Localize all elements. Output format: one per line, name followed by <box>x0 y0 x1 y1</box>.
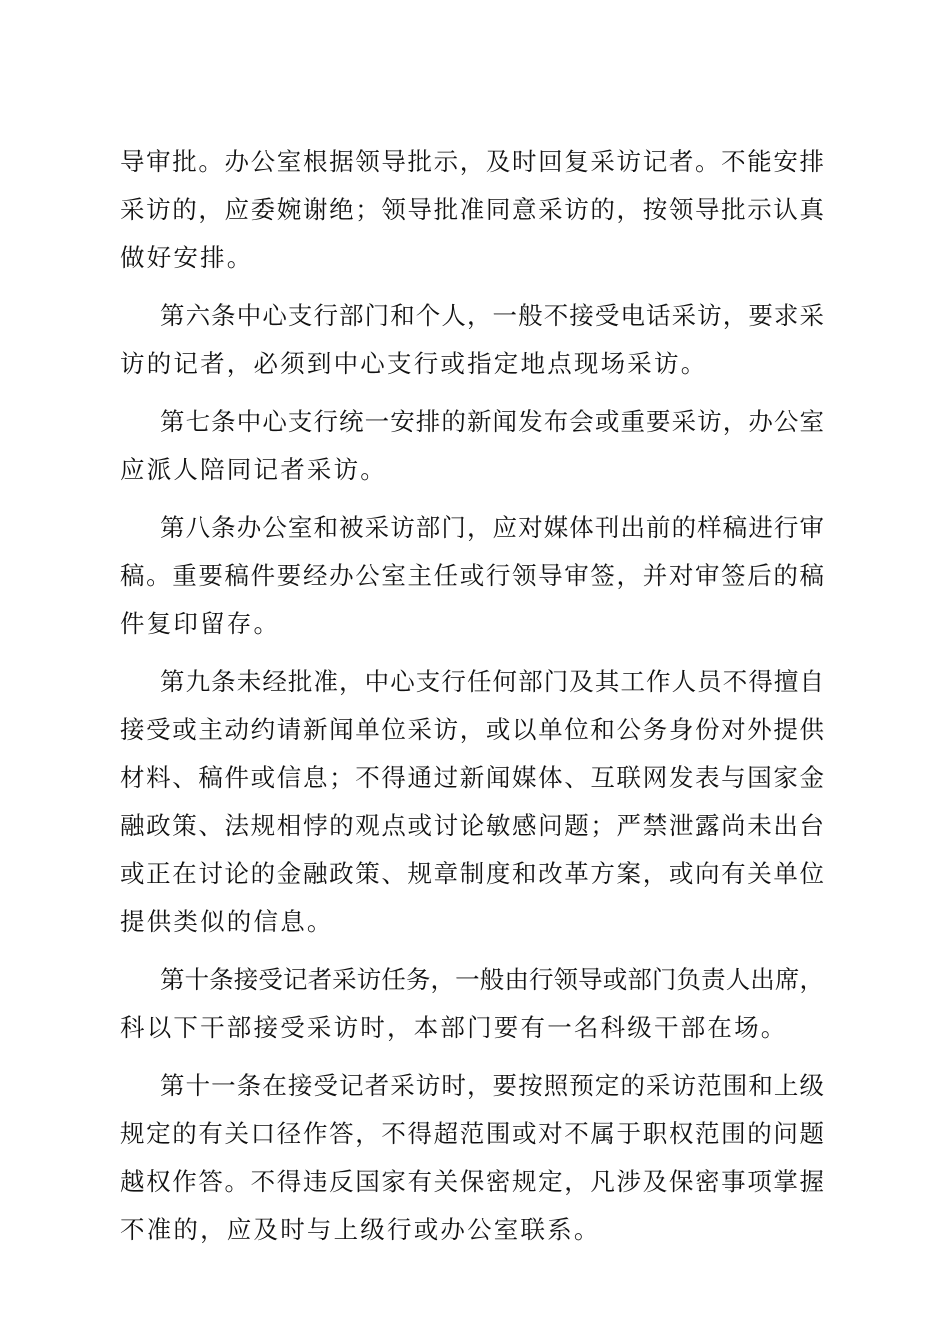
text-line: 做好安排。 <box>120 243 254 272</box>
text-line: 第七条中心支行统一安排的新闻发布会或重要采访，办公室 <box>160 407 824 436</box>
paragraph-article-8 <box>120 504 824 648</box>
text-line: 稿。重要稿件要经办公室主任或行领导审签，并对审签后的稿 <box>120 561 824 590</box>
text-line: 第十一条在接受记者采访时，要按照预定的采访范围和上级 <box>160 1071 824 1100</box>
paragraph-article-6 <box>120 292 824 388</box>
text-line: 材料、稿件或信息；不得通过新闻媒体、互联网发表与国家金 <box>120 763 824 792</box>
text-line: 规定的有关口径作答，不得超范围或对不属于职权范围的问题 <box>120 1119 824 1148</box>
text-line: 第十条接受记者采访任务，一般由行领导或部门负责人出席， <box>160 965 824 994</box>
text-line: 第九条未经批准，中心支行任何部门及其工作人员不得擅自 <box>160 667 824 696</box>
text-line: 不准的，应及时与上级行或办公室联系。 <box>120 1215 601 1244</box>
text-line: 接受或主动约请新闻单位采访，或以单位和公务身份对外提供 <box>120 715 824 744</box>
paragraph-continuation <box>120 138 824 282</box>
text-line: 或正在讨论的金融政策、规章制度和改革方案，或向有关单位 <box>120 859 824 888</box>
paragraph-article-7 <box>120 398 824 494</box>
text-line: 访的记者，必须到中心支行或指定地点现场采访。 <box>120 349 708 378</box>
text-line: 越权作答。不得违反国家有关保密规定，凡涉及保密事项掌握 <box>120 1167 824 1196</box>
text-line: 科以下干部接受采访时，本部门要有一名科级干部在场。 <box>120 1013 788 1042</box>
text-line: 融政策、法规相悖的观点或讨论敏感问题；严禁泄露尚未出台 <box>120 811 824 840</box>
paragraph-article-9 <box>120 658 824 946</box>
document-body <box>120 138 824 1254</box>
text-line: 导审批。办公室根据领导批示，及时回复采访记者。不能安排 <box>120 147 824 176</box>
text-line: 采访的，应委婉谢绝；领导批准同意采访的，按领导批示认真 <box>120 195 824 224</box>
text-line: 件复印留存。 <box>120 609 281 638</box>
text-line: 第六条中心支行部门和个人，一般不接受电话采访，要求采 <box>160 301 824 330</box>
text-line: 提供类似的信息。 <box>120 907 334 936</box>
paragraph-article-10 <box>120 956 824 1052</box>
text-line: 应派人陪同记者采访。 <box>120 455 387 484</box>
text-line: 第八条办公室和被采访部门，应对媒体刊出前的样稿进行审 <box>160 513 824 542</box>
paragraph-article-11 <box>120 1062 824 1254</box>
